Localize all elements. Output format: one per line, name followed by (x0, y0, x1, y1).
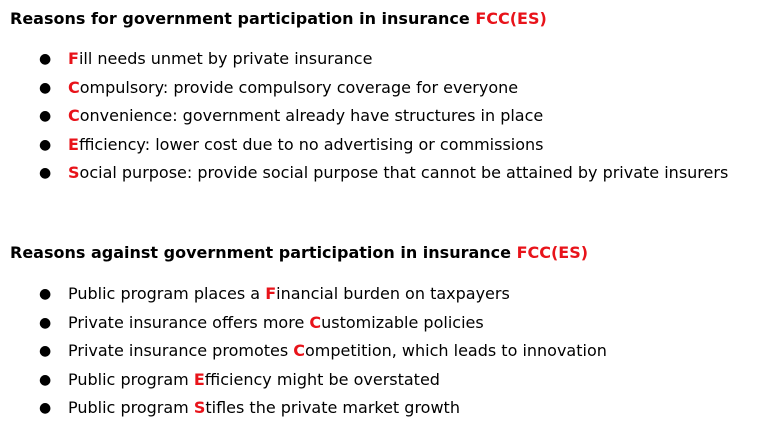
heading-against (10, 243, 588, 263)
item-key-letter: S (193, 398, 206, 417)
item-key-letter: C (293, 341, 306, 360)
bullet-icon: ● (39, 165, 52, 181)
item-prefix: Public program (68, 369, 194, 389)
item-key-letter: F (265, 284, 277, 303)
item-rest: tifles the private market growth (205, 398, 460, 417)
item-rest: ill needs unmet by private insurance (78, 49, 373, 68)
item-rest: fficiency: lower cost due to no advertising or commissions (78, 134, 544, 154)
item-text (68, 102, 543, 131)
item-text (68, 131, 543, 160)
item-rest: onvenience: government already have structures in place (79, 106, 544, 125)
item-text (68, 159, 728, 188)
item-key-letter: C (68, 106, 80, 125)
item-key-letter: C (309, 312, 322, 332)
item-text (68, 394, 460, 423)
item-rest: fficiency might be overstated (204, 369, 440, 389)
item-key-letter: E (193, 369, 205, 389)
item-rest: ustomizable policies (321, 312, 484, 332)
bullet-icon: ● (39, 371, 52, 388)
item-text (68, 309, 484, 338)
item-prefix: Public program (68, 398, 194, 417)
heading-against-acronym: FCC(ES) (516, 243, 589, 262)
bullet-icon: ● (39, 343, 52, 359)
bullet-icon: ● (39, 79, 52, 96)
item-prefix: Private insurance offers more (68, 312, 310, 332)
bullet-icon: ● (39, 400, 52, 416)
heading-for (10, 9, 547, 29)
item-rest: inancial burden on taxpayers (276, 284, 510, 303)
bullet-icon: ● (39, 51, 52, 67)
item-rest: ocial purpose: provide social purpose that cannot be attained by private insurers (79, 163, 729, 182)
bullet-icon: ● (39, 108, 52, 124)
item-prefix: Public program places a (68, 284, 266, 303)
item-key-letter: F (68, 49, 79, 68)
bullet-icon: ● (39, 286, 52, 302)
item-key-letter: C (68, 77, 80, 97)
item-text (68, 280, 510, 309)
item-rest: ompetition, which leads to innovation (305, 341, 607, 360)
item-text (68, 45, 372, 74)
item-prefix: Private insurance promotes (68, 341, 294, 360)
item-key-letter: S (68, 163, 80, 182)
bullet-icon: ● (39, 314, 52, 331)
item-text (68, 337, 607, 366)
heading-for-text: Reasons for government participation in insurance (10, 9, 476, 28)
bullet-icon: ● (39, 136, 52, 153)
heading-for-acronym: FCC(ES) (475, 9, 547, 28)
item-text (68, 366, 440, 395)
heading-against-text: Reasons against government participation in insurance (10, 243, 517, 262)
item-text (68, 74, 518, 103)
item-rest: ompulsory: provide compulsory coverage for everyone (79, 77, 519, 97)
item-key-letter: E (68, 134, 79, 154)
